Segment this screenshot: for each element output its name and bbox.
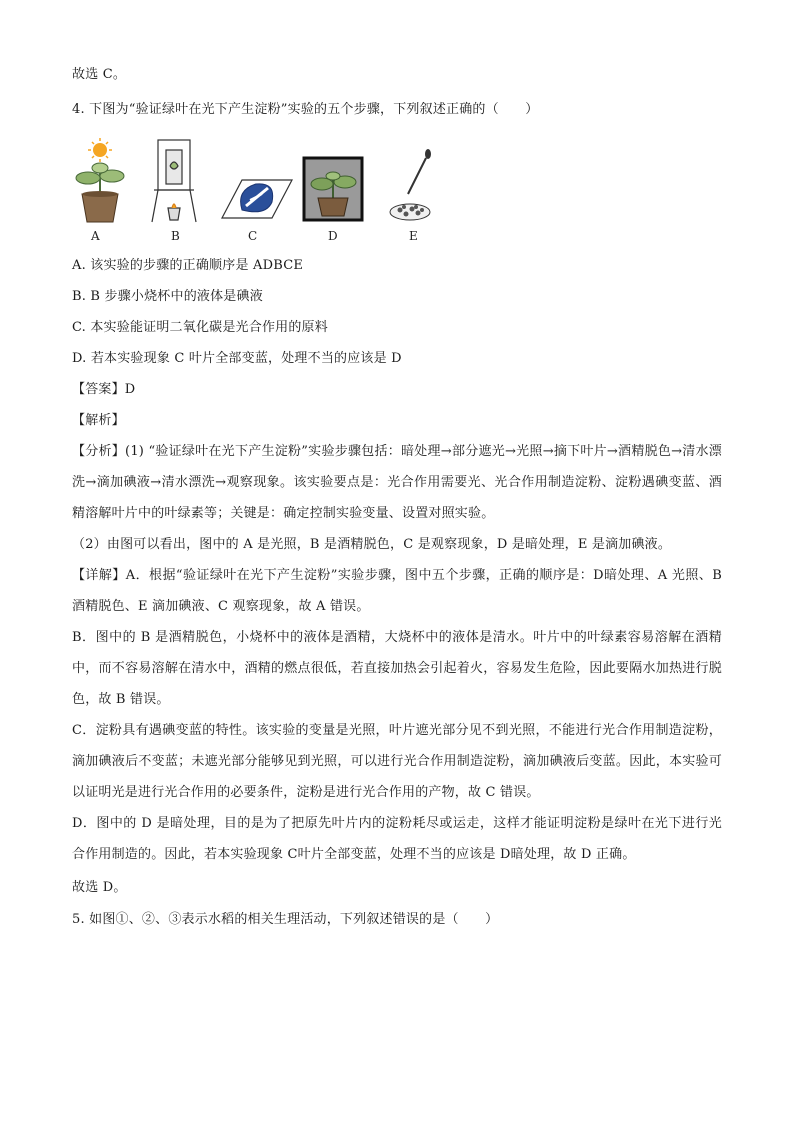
question-4-conclusion: 故选 D。 <box>72 880 127 895</box>
figure-label-c: C <box>248 229 258 243</box>
analysis-paragraph-2: （2）由图可以看出，图中的 A 是光照，B 是酒精脱色，C 是观察现象，D 是暗处理，E 是滴加碘液。 <box>72 537 672 552</box>
previous-answer-conclusion: 故选 C。 <box>72 67 127 82</box>
figure-label-e: E <box>409 229 418 243</box>
analysis-paragraph-1: 【分析】(1) “验证绿叶在光下产生淀粉”实验步骤包括：暗处理→部分遮光→光照→摘下叶片→酒精脱色→清水漂洗→滴加碘液→清水漂洗→观察现象。该实验要点是：光合作用需要光、光合作用制造淀粉、淀粉遇碘变蓝、酒精溶解叶片中的叶绿素等；关键是：确定控制实验变量、设置对照实验。 <box>72 444 722 521</box>
step-e-iodine-dropping-icon <box>390 149 431 220</box>
question-4-stem: 4. 下图为“验证绿叶在光下产生淀粉”实验的五个步骤，下列叙述正确的（ ） <box>72 102 539 117</box>
step-b-water-bath-icon <box>152 140 196 222</box>
experiment-steps-illustration <box>70 136 450 246</box>
figure-label-b: B <box>171 229 180 243</box>
figure-label-a: A <box>91 229 100 243</box>
option-a: A. 该实验的步骤的正确顺序是 ADBCE <box>72 258 304 273</box>
analysis-heading: 【解析】 <box>72 413 125 428</box>
experiment-steps-figure <box>70 136 450 246</box>
answer-line: 【答案】D <box>72 382 136 397</box>
detail-option-c: C．淀粉具有遇碘变蓝的特性。该实验的变量是光照，叶片遮光部分见不到光照，不能进行光合作用制造淀粉，滴加碘液后不变蓝；未遮光部分能够见到光照，可以进行光合作用制造淀粉，滴加碘液后变蓝。因此，本实验可以证明光是进行光合作用的必要条件，淀粉是进行光合作用的产物，故 C 错误。 <box>72 723 722 800</box>
step-a-sun-plant-icon <box>76 138 124 222</box>
figure-label-d: D <box>328 229 338 243</box>
step-c-leaf-observation-icon <box>222 180 292 218</box>
option-d: D. 若本实验现象 C 叶片全部变蓝，处理不当的应该是 D <box>72 351 402 366</box>
option-c: C. 本实验能证明二氧化碳是光合作用的原料 <box>72 320 328 335</box>
option-b: B. B 步骤小烧杯中的液体是碘液 <box>72 289 263 304</box>
question-5-stem: 5. 如图①、②、③表示水稻的相关生理活动，下列叙述错误的是（ ） <box>72 912 499 927</box>
detail-option-d: D．图中的 D 是暗处理，目的是为了把原先叶片内的淀粉耗尽或运走，这样才能证明淀粉是绿叶在光下进行光合作用制造的。因此，若本实验现象 C叶片全部变蓝，处理不当的应该是 D暗处理，故 D 正确。 <box>72 816 722 862</box>
detail-option-a: 【详解】A．根据“验证绿叶在光下产生淀粉”实验步骤，图中五个步骤，正确的顺序是：D暗处理、A 光照、B 酒精脱色、E 滴加碘液、C 观察现象，故 A 错误。 <box>72 568 722 614</box>
step-d-dark-treatment-icon <box>304 158 362 220</box>
detail-option-b: B．图中的 B 是酒精脱色，小烧杯中的液体是酒精，大烧杯中的液体是清水。叶片中的叶绿素容易溶解在酒精中，而不容易溶解在清水中，酒精的燃点很低，若直接加热会引起着火，容易发生危险，因此要隔水加热进行脱色，故 B 错误。 <box>72 630 722 707</box>
